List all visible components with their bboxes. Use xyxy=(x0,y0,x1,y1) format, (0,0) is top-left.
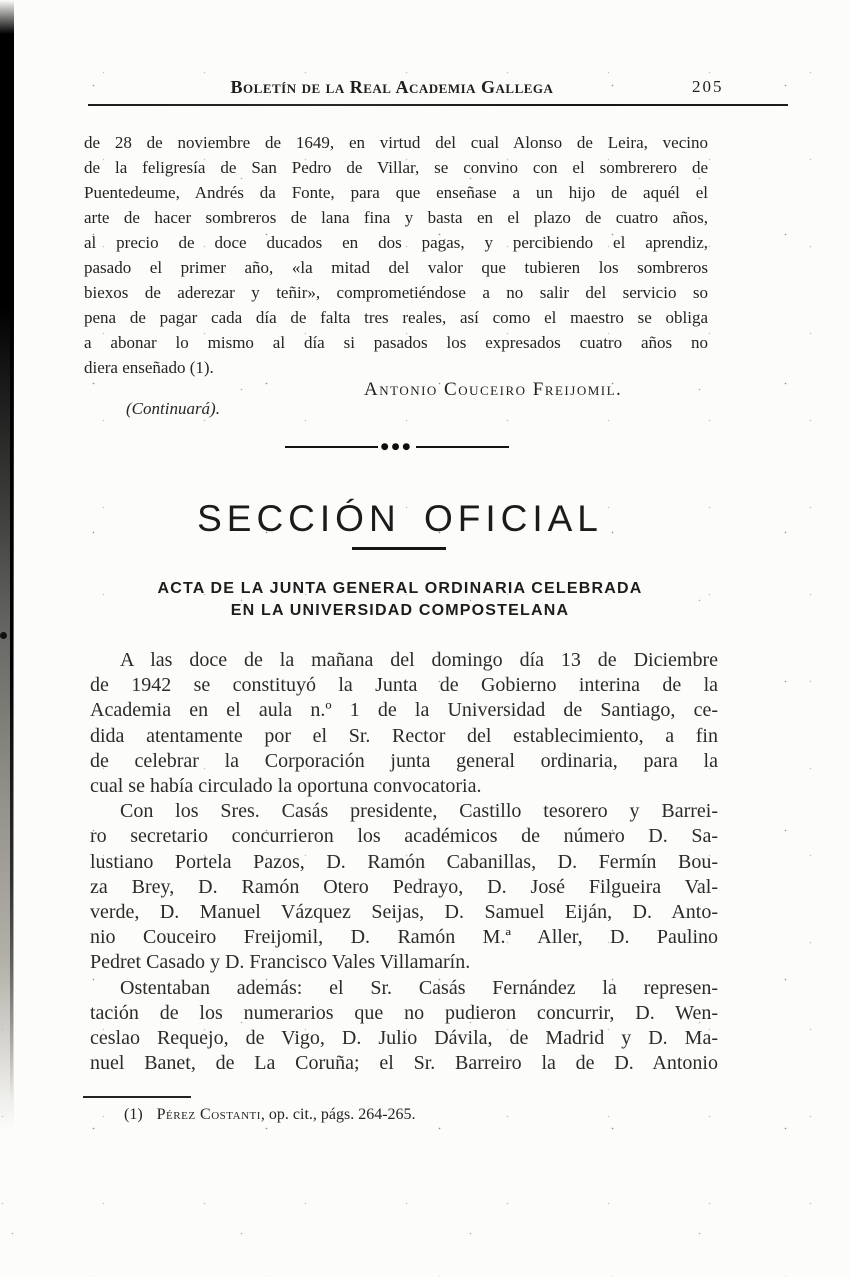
text-line: ro secretario concurrieron los académicos de número D. Sa- xyxy=(90,825,718,848)
footnote xyxy=(90,1106,744,1124)
text-line: de 28 de noviembre de 1649, en virtud del cual Alonso de Leira, vecino xyxy=(84,133,708,152)
footnote-citation: , op. cit., págs. 264-265. xyxy=(260,1106,416,1123)
text-line: lustiano Portela Pazos, D. Ramón Cabanillas, D. Fermín Bou- xyxy=(90,850,718,873)
subtitle-line: ACTA DE LA JUNTA GENERAL ORDINARIA CELEBRADA xyxy=(157,580,643,597)
divider-rule-left xyxy=(285,446,378,448)
header-rule xyxy=(88,104,788,106)
footnote-author: Pérez Costanti xyxy=(156,1106,261,1123)
text-line: biexos de aderezar y teñir», comprometiéndose a no salir del servicio so xyxy=(84,283,708,302)
text-line: ceslao Requejo, de Vigo, D. Julio Dávila, de Madrid y D. Ma- xyxy=(90,1027,718,1050)
continuation-note: (Continuará). xyxy=(126,399,220,418)
text-line: za Brey, D. Ramón Otero Pedrayo, D. José Filgueira Val- xyxy=(90,875,718,898)
divider-rule-right xyxy=(416,446,509,448)
act-subtitle xyxy=(20,578,780,622)
text-line: de la feligresía de San Pedro de Villar, se convino con el sombrerero de xyxy=(84,158,708,177)
article-continuation-paragraph xyxy=(84,130,708,380)
text-line: cual se había circulado la oportuna convocatoria. xyxy=(90,775,482,798)
text-line: Puentedeume, Andrés da Fonte, para que enseñase a un hijo de aquél el xyxy=(84,183,708,202)
subtitle-line: EN LA UNIVERSIDAD COMPOSTELANA xyxy=(230,602,570,619)
section-title-underline xyxy=(352,547,446,550)
text-line: Ostentaban además: el Sr. Casás Fernández la represen- xyxy=(120,976,718,999)
book-gutter-shadow-line xyxy=(10,310,13,1100)
text-line: arte de hacer sombreros de lana fina y basta en el plazo de cuatro años, xyxy=(84,208,708,227)
text-line: Academia en el aula n.º 1 de la Universidad de Santiago, ce- xyxy=(90,699,718,722)
text-line: pena de pagar cada día de falta tres reales, así como el maestro se obliga xyxy=(84,308,708,327)
scan-speck xyxy=(0,632,7,639)
text-line: nuel Banet, de La Coruña; el Sr. Barreiro la de D. Antonio xyxy=(90,1052,718,1075)
text-line: A las doce de la mañana del domingo día 13 de Diciembre xyxy=(120,649,718,671)
text-line: Pedret Casado y D. Francisco Vales Villamarín. xyxy=(90,951,471,974)
text-line: Con los Sres. Casás presidente, Castillo tesorero y Barrei- xyxy=(120,800,718,823)
text-line: nio Couceiro Freijomil, D. Ramón M.ª Aller, D. Paulino xyxy=(90,926,718,949)
divider-ornament: ●●● xyxy=(380,441,414,452)
text-line: dida atentamente por el Sr. Rector del establecimiento, a fin xyxy=(90,724,718,747)
text-line: pasado el primer año, «la mitad del valor que tubieren los sombreros xyxy=(84,258,708,277)
page-number: 205 xyxy=(692,77,724,96)
author-signature: Antonio Couceiro Freijomil. xyxy=(364,379,623,400)
act-body-text xyxy=(90,648,718,1076)
text-line: verde, D. Manuel Vázquez Seijas, D. Samuel Eiján, D. Anto- xyxy=(90,901,718,924)
text-line: de 1942 se constituyó la Junta de Gobierno interina de la xyxy=(90,674,718,697)
text-line: de celebrar la Corporación junta general ordinaria, para la xyxy=(90,749,718,772)
text-line: al precio de doce ducados en dos pagas, y percibiendo el aprendiz, xyxy=(84,233,708,252)
text-line: diera enseñado (1). xyxy=(84,358,214,377)
running-title: Boletín de la Real Academia Gallega xyxy=(230,77,554,97)
footnote-rule xyxy=(83,1096,191,1098)
text-line: a abonar lo mismo al día si pasados los expresados cuatro años no xyxy=(84,333,708,352)
section-divider xyxy=(285,442,509,452)
text-line: tación de los numerarios que no pudieron concurrir, D. Wen- xyxy=(90,1001,718,1024)
footnote-marker: (1) xyxy=(124,1106,143,1123)
section-title: SECCIÓN OFICIAL xyxy=(197,498,603,539)
